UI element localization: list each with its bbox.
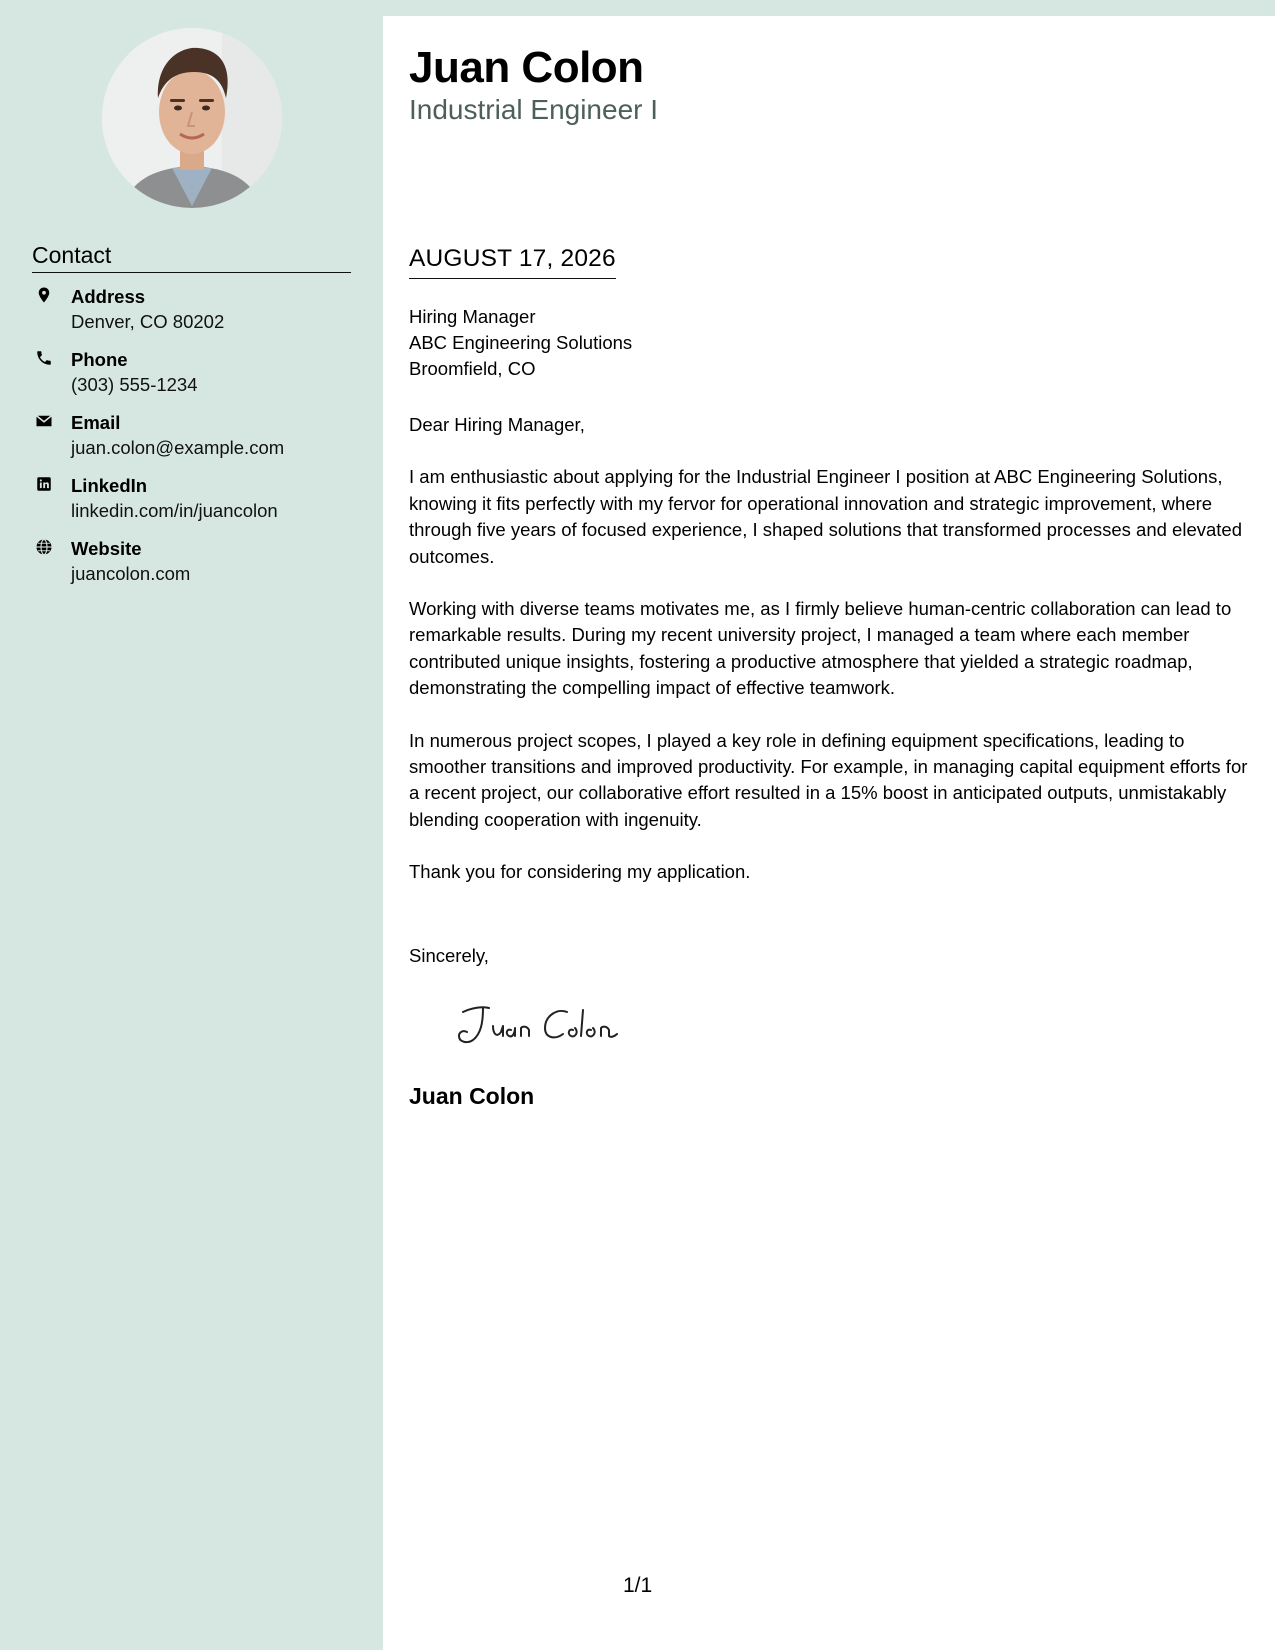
contact-label: Email [71, 412, 121, 433]
contact-value: Denver, CO 80202 [71, 311, 225, 332]
envelope-icon [35, 412, 53, 430]
main-panel [383, 16, 1275, 1650]
profile-photo-image [102, 28, 282, 208]
recipient-line: Broomfield, CO [409, 358, 536, 379]
globe-icon [35, 538, 53, 556]
body-paragraph: I am enthusiastic about applying for the Industrial Engineer I position at ABC Engineering Solutions, knowing it fits perfectly with my fervor for operational innovation and strategic improvement, where through five years of focused experience, I shaped solutions that transformed processes and elevated outcomes. [409, 466, 1242, 567]
phone-icon [35, 349, 53, 367]
contact-value: linkedin.com/in/juancolon [71, 500, 278, 521]
signature-image [449, 994, 639, 1054]
contact-item-linkedin [32, 473, 362, 536]
contact-value: juancolon.com [71, 563, 191, 584]
contact-label: Website [71, 538, 142, 559]
job-title: Industrial Engineer I [409, 94, 659, 125]
contact-item-website [32, 536, 362, 599]
body-paragraph: Thank you for considering my application. [409, 861, 751, 883]
letter-body [409, 412, 1254, 912]
recipient-block [409, 304, 632, 382]
location-pin-icon [35, 286, 53, 304]
contact-item-address [32, 284, 362, 347]
contact-item-email [32, 410, 362, 473]
contact-label: Address [71, 286, 146, 307]
sidebar [0, 0, 383, 1650]
contact-label: Phone [71, 349, 128, 370]
recipient-line: ABC Engineering Solutions [409, 332, 633, 353]
contact-value: (303) 555-1234 [71, 374, 198, 395]
body-paragraph: In numerous project scopes, I played a key role in defining equipment specifications, leading to smoother transitions and improved productivity. For example, in managing capital equipment efforts for a recent project, our collaborative effort resulted in a 15% boost in anticipated outputs, unmistakably blending cooperation with ingenuity. [409, 729, 1248, 830]
letter-date: AUGUST 17, 2026 [409, 243, 616, 279]
applicant-name: Juan Colon [409, 43, 644, 92]
contact-heading: Contact [32, 240, 351, 273]
salutation: Dear Hiring Manager, [409, 414, 585, 435]
contact-value: juan.colon@example.com [71, 437, 285, 458]
signer-name: Juan Colon [409, 1083, 535, 1109]
contact-list [32, 284, 362, 599]
profile-photo [102, 28, 282, 208]
contact-item-phone [32, 347, 362, 410]
contact-label: LinkedIn [71, 475, 148, 496]
page-number: 1/1 [623, 1574, 653, 1597]
linkedin-icon [35, 475, 53, 493]
body-paragraph: Working with diverse teams motivates me, as I firmly believe human-centric collaboration can lead to remarkable results. During my recent university project, I managed a team where each member contributed unique insights, fostering a productive atmosphere that yielded a strategic roadmap, demonstrating the compelling impact of effective teamwork. [409, 598, 1232, 699]
closing: Sincerely, [409, 945, 489, 966]
recipient-line: Hiring Manager [409, 306, 536, 327]
